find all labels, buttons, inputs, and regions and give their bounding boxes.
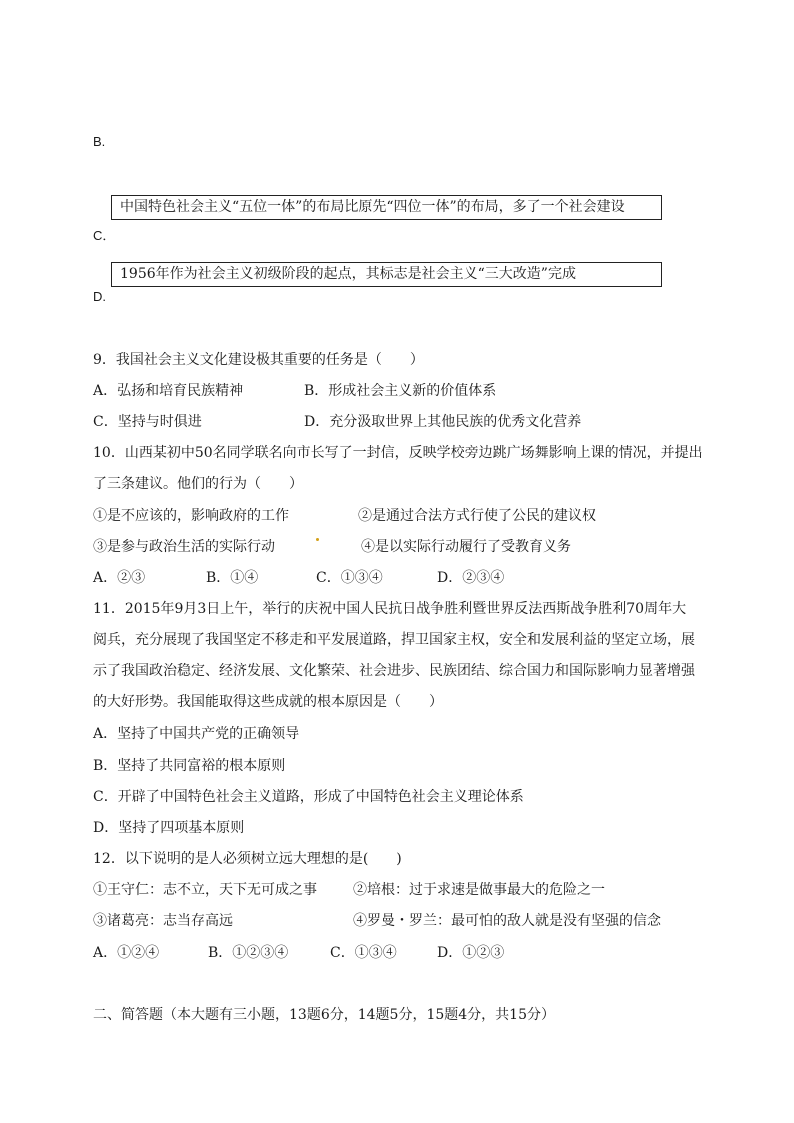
q10-option-a: A．②③	[93, 570, 146, 586]
q9-stem: 9．我国社会主义文化建设极其重要的任务是（ ）	[93, 352, 424, 368]
option-c-letter: C．	[93, 228, 116, 243]
q10-statement-4: ④是以实际行动履行了受教育义务	[361, 539, 571, 555]
q11-stem-line-3: 示了我国政治稳定、经济发展、文化繁荣、社会进步、民族团结、综合国力和国际影响力显著增强	[93, 663, 695, 679]
q9-option-c: C．坚持与时俱进	[93, 414, 202, 430]
q11-option-a: A．坚持了中国共产党的正确领导	[93, 726, 300, 742]
q9-option-d: D．充分汲取世界上其他民族的优秀文化营养	[304, 414, 582, 430]
q11-option-c: C．开辟了中国特色社会主义道路，形成了中国特色社会主义理论体系	[93, 789, 524, 805]
q12-stem: 12．以下说明的是人必须树立远大理想的是( )	[93, 851, 402, 867]
q11-stem-line-2: 阅兵，充分展现了我国坚定不移走和平发展道路，捍卫国家主权，安全和发展利益的坚定立场，展	[93, 632, 695, 648]
q12-statement-3: ③诸葛亮：志当存高远	[93, 913, 233, 929]
q10-option-d: D．②③④	[437, 570, 505, 586]
q12-option-a: A．①②④	[93, 945, 160, 961]
option-d-letter: D.	[93, 289, 106, 304]
q10-statement-1: ①是不应该的，影响政府的工作	[93, 508, 289, 524]
stray-dot	[316, 538, 319, 541]
q12-option-d: D．①②③	[437, 945, 505, 961]
q9-option-b: B．形成社会主义新的价值体系	[304, 383, 497, 399]
q10-stem-line-1: 10．山西某初中50名同学联名向市长写了一封信，反映学校旁边跳广场舞影响上课的情况，并提出	[93, 445, 703, 461]
q10-option-b: B．①④	[206, 570, 259, 586]
q9-option-a: A．弘扬和培育民族精神	[93, 383, 244, 399]
q11-stem-line-4: 的大好形势。我国能取得这些成就的根本原因是（ ）	[93, 694, 443, 710]
option-b-letter: B.	[93, 134, 106, 149]
q10-stem-line-2: 了三条建议。他们的行为（ ）	[93, 476, 303, 492]
q12-option-c: C．①③④	[330, 945, 397, 961]
q12-statement-2: ②培根：过于求速是做事最大的危险之一	[353, 882, 605, 898]
option-c-box: 中国特色社会主义“五位一体”的布局比原先“四位一体”的布局，多了一个社会建设	[111, 195, 662, 220]
q12-statement-4: ④罗曼・罗兰：最可怕的敌人就是没有坚强的信念	[353, 913, 661, 929]
q11-option-d: D．坚持了四项基本原则	[93, 820, 245, 836]
q10-statement-3: ③是参与政治生活的实际行动	[93, 539, 275, 555]
q12-option-b: B．①②③④	[208, 945, 289, 961]
q10-statement-2: ②是通过合法方式行使了公民的建议权	[358, 508, 596, 524]
q11-stem-line-1: 11．2015年9月3日上午，举行的庆祝中国人民抗日战争胜利暨世界反法西斯战争胜利70周年大	[93, 601, 687, 617]
option-d-box: 1956年作为社会主义初级阶段的起点，其标志是社会主义“三大改造”完成	[111, 262, 662, 287]
section-2-heading: 二、简答题（本大题有三小题，13题6分，14题5分，15题4分，共15分）	[93, 1007, 555, 1023]
q11-option-b: B．坚持了共同富裕的根本原则	[93, 758, 286, 774]
q12-statement-1: ①王守仁：志不立，天下无可成之事	[93, 882, 317, 898]
q10-option-c: C．①③④	[316, 570, 383, 586]
